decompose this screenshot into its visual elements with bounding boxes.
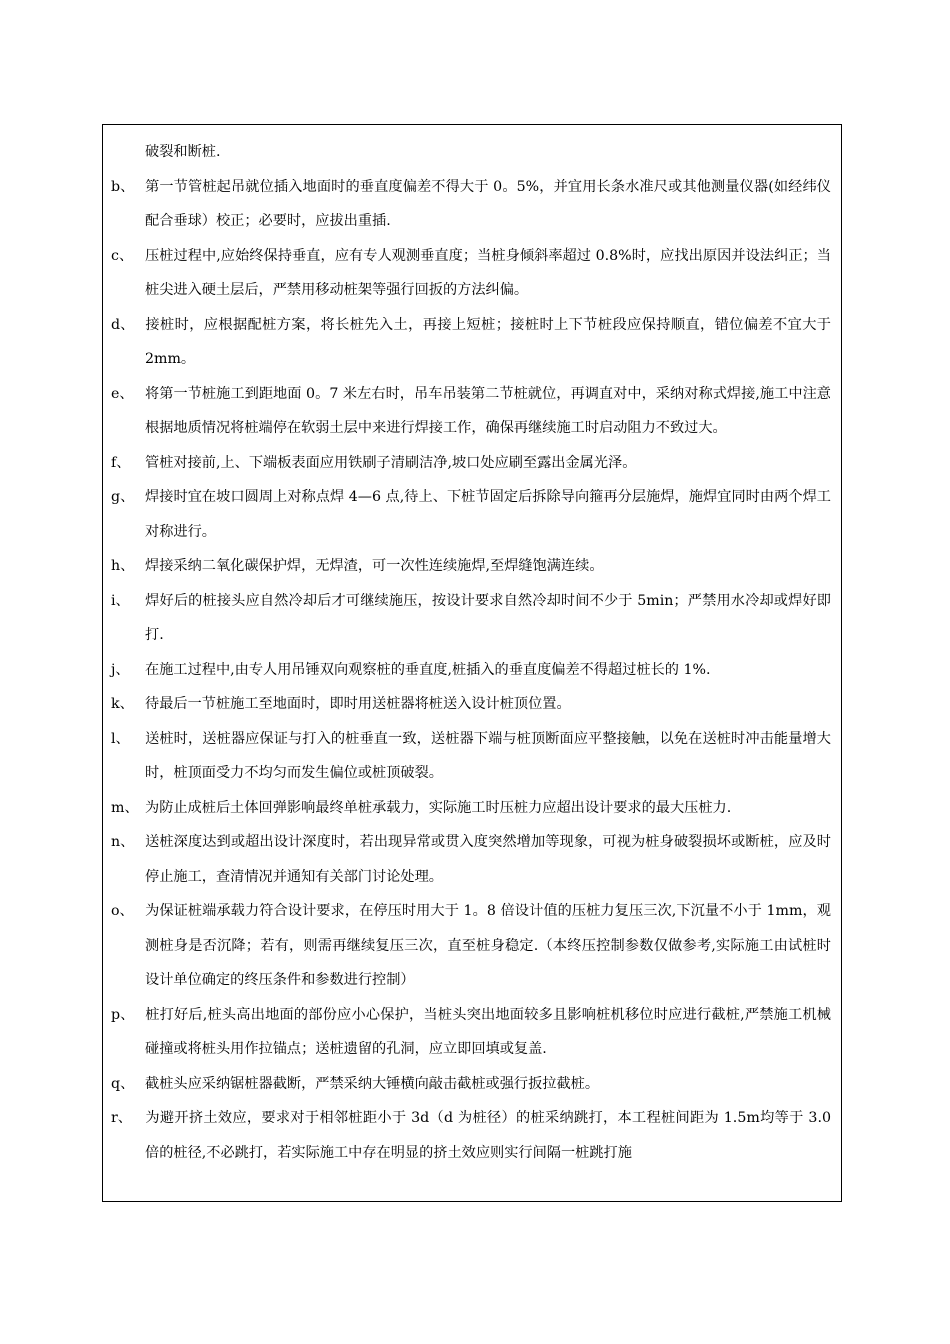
item-text: 焊接时宜在坡口圆周上对称点焊 4—6 点,待上、下桩节固定后拆除导向箍再分层施焊，施焊宜同时由两个焊工对称进行。 — [145, 489, 831, 540]
list-item — [111, 894, 831, 998]
item-marker: l、 — [111, 730, 130, 747]
item-marker: h、 — [111, 558, 135, 574]
list-item — [111, 1101, 831, 1170]
item-text: 管桩对接前,上、下端板表面应用铁刷子清刷洁净,坡口处应刷至露出金属光泽。 — [145, 454, 637, 471]
list-item — [111, 998, 831, 1067]
item-text: 在施工过程中,由专人用吊锤双向观察桩的垂直度,桩插入的垂直度偏差不得超过桩长的 1%. — [145, 661, 711, 678]
item-marker: j、 — [111, 661, 130, 678]
list-item — [111, 584, 831, 653]
item-marker: o、 — [111, 903, 134, 919]
item-text: 送桩深度达到或超出设计深度时，若出现异常或贯入度突然增加等现象，可视为桩身破裂损坏或断桩，应及时停止施工，查清情况并通知有关部门讨论处理。 — [145, 834, 831, 885]
list-item — [111, 653, 831, 688]
item-marker: n、 — [111, 834, 135, 850]
item-text: 为保证桩端承载力符合设计要求，在停压时用大于 1。8 倍设计值的压桩力复压三次,下沉量不小于 1mm，观测桩身是否沉降；若有，则需再继续复压三次，直至桩身稳定.（本终压控制参数仅做参考,实际施工由试桩时设计单位确定的终压条件和参数进行控制） — [145, 903, 831, 988]
item-marker: q、 — [111, 1075, 135, 1092]
list-item — [111, 446, 831, 481]
item-text: 送桩时，送桩器应保证与打入的桩垂直一致，送桩器下端与桩顶断面应平整接触，以免在送桩时冲击能量增大时，桩顶面受力不均匀而发生偏位或桩顶破裂。 — [145, 730, 831, 781]
item-text: 为防止成桩后土体回弹影响最终单桩承载力，实际施工时压桩力应超出设计要求的最大压桩力. — [145, 799, 732, 816]
list-item — [111, 239, 831, 308]
list-item — [111, 722, 831, 791]
document-body — [103, 125, 841, 1170]
document-frame — [102, 124, 842, 1202]
item-text: 焊接采纳二氧化碳保护焊，无焊渣，可一次性连续施焊,至焊缝饱满连续。 — [145, 558, 604, 574]
list-item — [111, 377, 831, 446]
item-text: 为避开挤土效应，要求对于相邻桩距小于 3d（d 为桩径）的桩采纳跳打，本工程桩间距为 1.5m均等于 3.0 倍的桩径,不必跳打，若实际施工中存在明显的挤土效应则实行间隔一桩跳打施 — [145, 1110, 831, 1161]
item-marker: g、 — [111, 489, 135, 505]
item-text: 焊好后的桩接头应自然冷却后才可继续施压，按设计要求自然冷却时间不少于 5min；严禁用水冷却或焊好即打. — [145, 592, 831, 643]
item-marker: e、 — [111, 385, 134, 402]
item-text: 接桩时，应根据配桩方案，将长桩先入土，再接上短桩；接桩时上下节桩段应保持顺直，错位偏差不宜大于 2mm。 — [145, 316, 831, 367]
list-item — [111, 687, 831, 722]
item-marker: c、 — [111, 247, 134, 264]
list-item — [111, 308, 831, 377]
list-item — [111, 135, 831, 170]
item-marker: b、 — [111, 178, 135, 195]
item-marker: f、 — [111, 454, 131, 471]
item-text: 桩打好后,桩头高出地面的部份应小心保护，当桩头突出地面较多且影响桩机移位时应进行截桩,严禁施工机械碰撞或将桩头用作拉锚点；送桩遗留的孔洞，应立即回填或复盖. — [145, 1006, 831, 1057]
item-text: 第一节管桩起吊就位插入地面时的垂直度偏差不得大于 0。5%，并宜用长条水准尺或其他测量仪器(如经纬仪配合垂球）校正；必要时，应拔出重插. — [145, 178, 831, 229]
list-item — [111, 825, 831, 894]
list-item — [111, 170, 831, 239]
list-item — [111, 480, 831, 549]
item-marker: r、 — [111, 1110, 132, 1126]
item-marker: m、 — [111, 799, 139, 816]
item-text: 待最后一节桩施工至地面时，即时用送桩器将桩送入设计桩顶位置。 — [145, 696, 571, 712]
item-text: 压桩过程中,应始终保持垂直，应有专人观测垂直度；当桩身倾斜率超过 0.8%时，应找出原因并设法纠正；当桩尖进入硬土层后，严禁用移动桩架等强行回扳的方法纠偏。 — [145, 247, 831, 298]
item-text: 将第一节桩施工到距地面 0。7 米左右时，吊车吊装第二节桩就位，再调直对中，采纳对称式焊接,施工中注意根据地质情况将桩端停在软弱土层中来进行焊接工作，确保再继续施工时启动阻力不致过大。 — [145, 385, 831, 436]
item-marker: i、 — [111, 592, 130, 609]
item-text: 截桩头应采纳锯桩器截断，严禁采纳大锤横向敲击截桩或强行扳拉截桩。 — [145, 1075, 600, 1092]
item-marker: p、 — [111, 1006, 135, 1023]
item-marker: d、 — [111, 316, 135, 333]
list-item — [111, 791, 831, 826]
item-text: 破裂和断桩. — [145, 144, 221, 160]
item-marker: k、 — [111, 696, 134, 712]
list-item — [111, 549, 831, 584]
list-item — [111, 1067, 831, 1102]
